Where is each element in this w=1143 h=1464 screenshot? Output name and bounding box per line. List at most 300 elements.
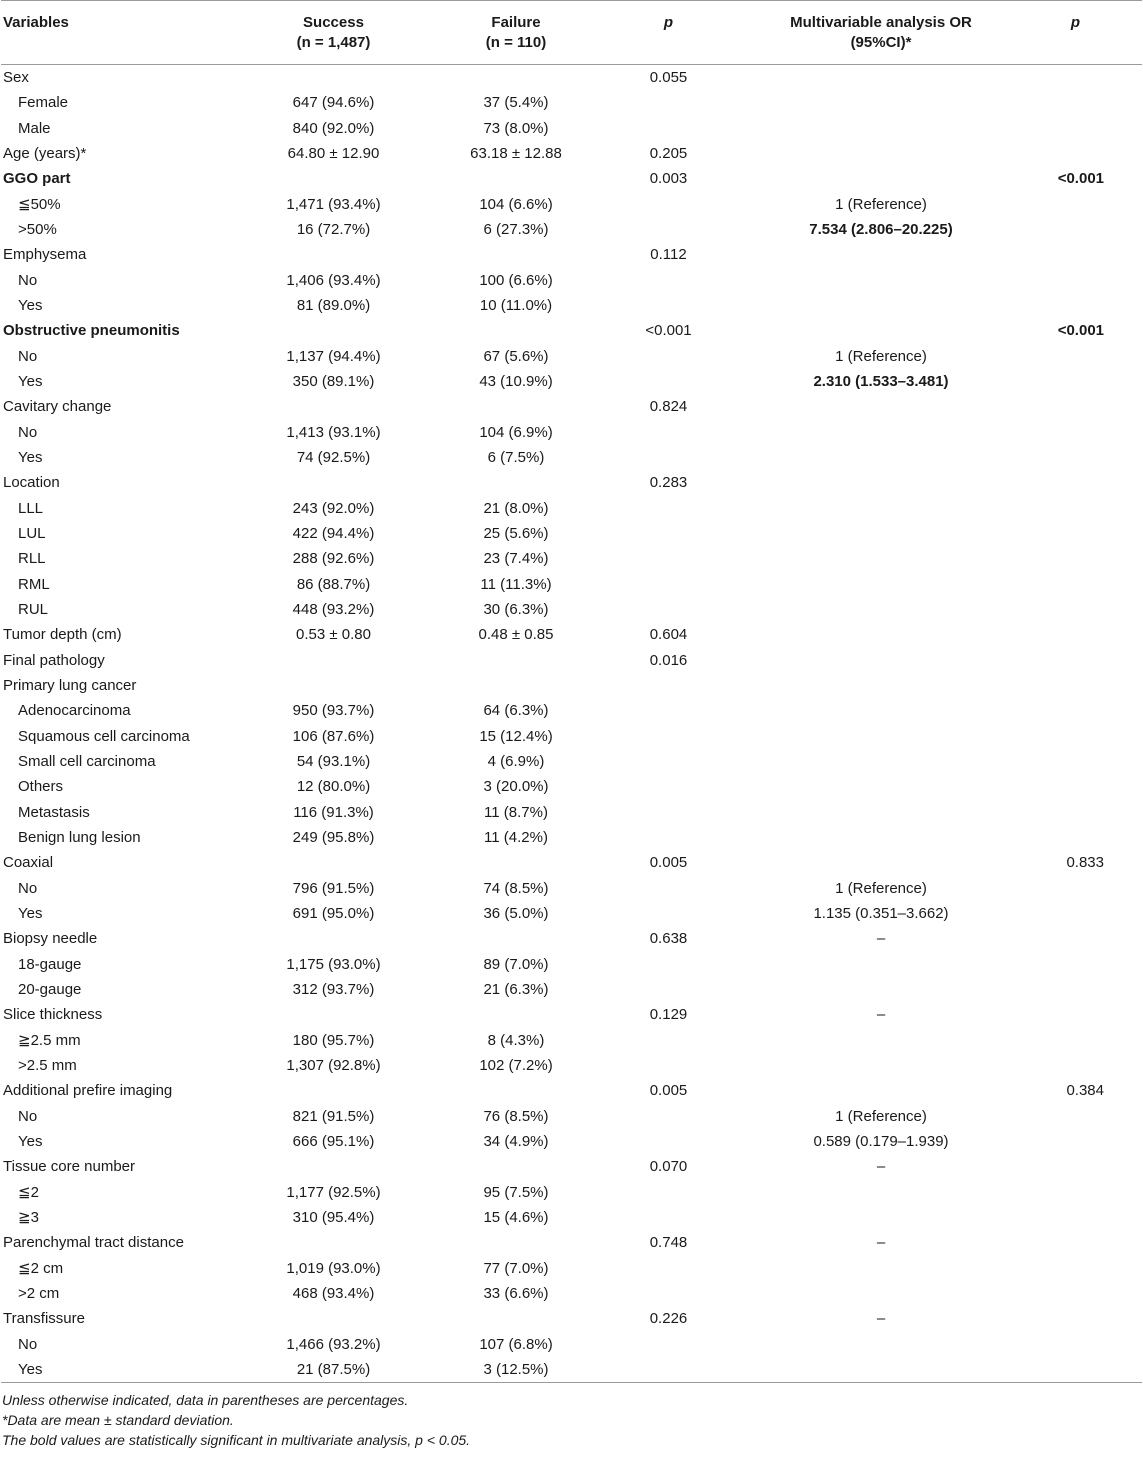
cell-p-multivariable xyxy=(1006,648,1142,673)
footnote: *Data are mean ± standard deviation. xyxy=(2,1412,234,1429)
cell-success xyxy=(236,318,431,343)
table-row xyxy=(1,470,1142,495)
cell-p-multivariable xyxy=(1006,192,1142,217)
cell-success: 840 (92.0%) xyxy=(292,119,375,137)
table-row xyxy=(1,1306,1142,1331)
cell-failure xyxy=(431,318,601,343)
cell-or: 0.589 (0.179–1.939) xyxy=(813,1132,949,1150)
cell-p xyxy=(601,749,756,774)
table-row xyxy=(1,521,1142,546)
cell-failure xyxy=(431,673,601,698)
cell-failure: 23 (7.4%) xyxy=(483,550,549,568)
table-row xyxy=(1,1078,1142,1103)
table-row xyxy=(1,116,1142,141)
cell-success: 249 (95.8%) xyxy=(292,829,375,846)
cell-failure: 3 (12.5%) xyxy=(483,1360,549,1378)
cell-or xyxy=(756,1078,1006,1103)
cell-failure: 64 (6.3%) xyxy=(483,702,549,720)
table-row xyxy=(1,698,1142,723)
cell-success xyxy=(236,648,431,673)
cell-success: 691 (95.0%) xyxy=(292,904,375,922)
cell-variable: Yes xyxy=(18,1132,43,1150)
cell-variable: 18-gauge xyxy=(18,955,82,973)
cell-failure: 77 (7.0%) xyxy=(483,1259,549,1277)
cell-failure: 10 (11.0%) xyxy=(479,297,553,315)
table-row xyxy=(1,445,1142,470)
cell-variable: Squamous cell carcinoma xyxy=(18,727,190,745)
cell-or: 1 (Reference) xyxy=(835,1107,927,1125)
cell-variable: Metastasis xyxy=(18,803,90,821)
cell-p-multivariable xyxy=(1006,1357,1142,1383)
cell-success xyxy=(236,166,431,191)
cell-p: 0.824 xyxy=(649,398,688,416)
cell-p-multivariable xyxy=(1006,141,1142,166)
table-row xyxy=(1,1357,1142,1383)
cell-p-multivariable xyxy=(1006,546,1142,571)
cell-success xyxy=(236,1154,431,1179)
cell-variable: Primary lung cancer xyxy=(3,677,137,695)
cell-failure: 6 (27.3%) xyxy=(483,221,549,239)
table-row xyxy=(1,141,1142,166)
cell-success xyxy=(236,850,431,875)
table-row xyxy=(1,65,1142,91)
cell-variable: RLL xyxy=(18,550,46,568)
cell-success xyxy=(236,65,431,91)
cell-p: 0.005 xyxy=(649,854,688,872)
cell-variable: ≦2 cm xyxy=(18,1260,64,1278)
cell-success: 1,471 (93.4%) xyxy=(286,195,381,213)
cell-p xyxy=(601,698,756,723)
table-row xyxy=(1,242,1142,267)
table-row xyxy=(1,166,1142,191)
table-row xyxy=(1,293,1142,318)
table-row xyxy=(1,1154,1142,1179)
cell-variable: Parenchymal tract distance xyxy=(3,1234,184,1252)
cell-variable: Cavitary change xyxy=(3,398,112,416)
cell-failure xyxy=(431,1078,601,1103)
cell-or xyxy=(756,242,1006,267)
cell-p-multivariable xyxy=(1006,572,1142,597)
cell-p-multivariable xyxy=(1006,1205,1142,1230)
cell-success xyxy=(236,1002,431,1027)
cell-failure: 76 (8.5%) xyxy=(483,1107,549,1125)
cell-or: – xyxy=(876,1234,886,1252)
cell-or xyxy=(756,850,1006,875)
cell-success: 950 (93.7%) xyxy=(292,702,375,720)
cell-success: 1,307 (92.8%) xyxy=(286,1056,381,1074)
cell-p-multivariable xyxy=(1006,90,1142,115)
cell-failure: 30 (6.3%) xyxy=(483,601,549,619)
cell-variable: GGO part xyxy=(3,170,71,188)
cell-success: 74 (92.5%) xyxy=(296,449,371,467)
cell-variable: Small cell carcinoma xyxy=(18,753,156,771)
cell-p-multivariable xyxy=(1006,1027,1142,1052)
cell-variable: Benign lung lesion xyxy=(18,829,141,846)
table-row xyxy=(1,951,1142,976)
cell-variable: Obstructive pneumonitis xyxy=(3,322,180,340)
cell-p-multivariable xyxy=(1006,1002,1142,1027)
table-row xyxy=(1,394,1142,419)
cell-variable: >2.5 mm xyxy=(18,1056,77,1074)
cell-or xyxy=(756,521,1006,546)
cell-failure xyxy=(431,394,601,419)
cell-p-multivariable xyxy=(1006,901,1142,926)
cell-or xyxy=(756,293,1006,318)
cell-or xyxy=(756,572,1006,597)
cell-variable: Final pathology xyxy=(3,651,105,669)
cell-p: 0.748 xyxy=(649,1234,688,1252)
cell-failure: 15 (4.6%) xyxy=(483,1208,549,1226)
cell-p-multivariable xyxy=(1006,1154,1142,1179)
table-row xyxy=(1,648,1142,673)
cell-success: 288 (92.6%) xyxy=(292,550,375,568)
cell-success: 243 (92.0%) xyxy=(292,499,375,517)
header-success-title: Success xyxy=(303,14,364,31)
cell-success: 468 (93.4%) xyxy=(292,1284,375,1302)
cell-success: 350 (89.1%) xyxy=(292,373,375,391)
cell-p xyxy=(601,1357,756,1383)
cell-failure: 11 (8.7%) xyxy=(484,803,548,821)
table-row xyxy=(1,850,1142,875)
cell-or xyxy=(756,622,1006,647)
cell-p xyxy=(601,977,756,1002)
cell-or: – xyxy=(876,1158,886,1176)
table-row xyxy=(1,749,1142,774)
cell-p-multivariable xyxy=(1006,242,1142,267)
cell-success xyxy=(236,1230,431,1255)
cell-p-multivariable xyxy=(1006,774,1142,799)
cell-p-multivariable xyxy=(1006,1179,1142,1204)
cell-p-multivariable xyxy=(1006,698,1142,723)
footnote: Unless otherwise indicated, data in parentheses are percentages. xyxy=(2,1392,409,1409)
cell-p-multivariable xyxy=(1006,1103,1142,1128)
cell-p-multivariable xyxy=(1006,1255,1142,1280)
cell-failure xyxy=(431,166,601,191)
header-failure xyxy=(431,1,601,65)
cell-variable: Age (years)* xyxy=(3,145,87,163)
table-row xyxy=(1,1027,1142,1052)
cell-or xyxy=(756,673,1006,698)
cell-variable: No xyxy=(18,271,38,289)
cell-p xyxy=(601,217,756,242)
cell-p-multivariable xyxy=(1006,1331,1142,1356)
cell-or xyxy=(756,268,1006,293)
cell-success: 448 (93.2%) xyxy=(292,601,375,619)
cell-or xyxy=(756,825,1006,850)
cell-variable: Yes xyxy=(18,904,43,922)
cell-success: 310 (95.4%) xyxy=(292,1208,375,1226)
table-row xyxy=(1,268,1142,293)
cell-p-multivariable xyxy=(1006,217,1142,242)
cell-success: 422 (94.4%) xyxy=(292,525,375,543)
table-body xyxy=(1,65,1142,1383)
cell-p xyxy=(601,1103,756,1128)
footnote: The bold values are statistically significant in multivariate analysis, p < 0.05. xyxy=(2,1432,471,1449)
cell-p-multivariable xyxy=(1006,1230,1142,1255)
cell-failure xyxy=(431,850,601,875)
cell-variable: Yes xyxy=(18,1360,43,1378)
cell-p-multivariable xyxy=(1006,394,1142,419)
cell-p xyxy=(601,1129,756,1154)
cell-failure xyxy=(431,1230,601,1255)
cell-p-multivariable xyxy=(1006,116,1142,141)
cell-p-multivariable xyxy=(1006,876,1142,901)
cell-p: 0.205 xyxy=(649,145,688,163)
cell-failure: 89 (7.0%) xyxy=(483,955,549,973)
cell-failure: 37 (5.4%) xyxy=(483,94,549,112)
cell-variable: Location xyxy=(3,474,60,492)
table-row xyxy=(1,1255,1142,1280)
cell-variable: >50% xyxy=(18,221,57,239)
cell-success: 64.80 ± 12.90 xyxy=(287,145,380,163)
cell-p xyxy=(601,496,756,521)
cell-or xyxy=(756,749,1006,774)
table-row xyxy=(1,572,1142,597)
cell-p-multivariable xyxy=(1006,268,1142,293)
cell-variable: Sex xyxy=(3,69,29,87)
cell-variable: Yes xyxy=(18,449,43,467)
cell-variable: Additional prefire imaging xyxy=(3,1082,173,1100)
cell-or xyxy=(756,166,1006,191)
cell-or xyxy=(756,1357,1006,1383)
cell-p xyxy=(601,825,756,850)
table-row xyxy=(1,926,1142,951)
cell-variable: Emphysema xyxy=(3,246,87,264)
cell-failure: 33 (6.6%) xyxy=(483,1284,549,1302)
cell-or xyxy=(756,774,1006,799)
cell-p xyxy=(601,724,756,749)
cell-variable: Coaxial xyxy=(3,854,54,872)
cell-variable: Tissue core number xyxy=(3,1158,135,1176)
cell-p-multivariable xyxy=(1006,800,1142,825)
cell-failure: 11 (4.2%) xyxy=(484,829,548,846)
cell-or xyxy=(756,90,1006,115)
table-row xyxy=(1,901,1142,926)
cell-p xyxy=(601,1053,756,1078)
cell-or xyxy=(756,1053,1006,1078)
cell-p: 0.283 xyxy=(649,474,688,492)
table-row xyxy=(1,546,1142,571)
table-row xyxy=(1,825,1142,850)
cell-or xyxy=(756,394,1006,419)
cell-success xyxy=(236,470,431,495)
cell-p-multivariable xyxy=(1006,1129,1142,1154)
header-p xyxy=(601,1,756,65)
cell-p xyxy=(601,597,756,622)
cell-p: 0.016 xyxy=(649,651,688,669)
cell-variable: No xyxy=(18,347,38,365)
cell-p-multivariable xyxy=(1006,1053,1142,1078)
cell-failure: 102 (7.2%) xyxy=(479,1056,553,1074)
cell-p xyxy=(601,420,756,445)
cell-p-multivariable xyxy=(1006,293,1142,318)
table-row xyxy=(1,876,1142,901)
cell-success xyxy=(236,926,431,951)
header-or-title: Multivariable analysis OR xyxy=(790,14,972,31)
cell-p-multivariable xyxy=(1006,521,1142,546)
cell-p: 0.638 xyxy=(649,930,688,948)
table-row xyxy=(1,673,1142,698)
cell-success: 666 (95.1%) xyxy=(292,1132,375,1150)
table-row xyxy=(1,1103,1142,1128)
cell-variable: RML xyxy=(18,575,50,593)
cell-success xyxy=(236,1078,431,1103)
cell-variable: Tumor depth (cm) xyxy=(3,626,122,644)
cell-variable: Yes xyxy=(18,373,43,391)
cell-p xyxy=(601,1179,756,1204)
cell-failure: 67 (5.6%) xyxy=(483,347,549,365)
cell-success: 0.53 ± 0.80 xyxy=(296,626,371,644)
table-row xyxy=(1,1002,1142,1027)
table-row xyxy=(1,774,1142,799)
cell-variable: No xyxy=(18,1335,38,1353)
cell-success: 16 (72.7%) xyxy=(296,221,371,239)
cell-p-multivariable xyxy=(1006,65,1142,91)
header-p-multivariable xyxy=(1006,1,1142,65)
cell-p xyxy=(601,901,756,926)
cell-success: 647 (94.6%) xyxy=(292,94,375,112)
cell-success xyxy=(236,242,431,267)
cell-variable: RUL xyxy=(18,601,49,619)
table-row xyxy=(1,318,1142,343)
cell-variable: ≧3 xyxy=(18,1209,39,1227)
cell-p: 0.005 xyxy=(649,1082,688,1100)
cell-success: 1,413 (93.1%) xyxy=(286,423,381,441)
cell-p-multivariable xyxy=(1006,926,1142,951)
table-row xyxy=(1,217,1142,242)
cell-p-multivariable: <0.001 xyxy=(1057,322,1104,340)
cell-p: 0.129 xyxy=(649,1006,688,1024)
cell-success: 12 (80.0%) xyxy=(296,778,371,796)
table-row xyxy=(1,1205,1142,1230)
cell-variable: LUL xyxy=(18,525,46,543)
cell-or xyxy=(756,1027,1006,1052)
cell-failure: 43 (10.9%) xyxy=(479,373,553,391)
header-failure-title: Failure xyxy=(491,14,541,31)
cell-failure: 100 (6.6%) xyxy=(479,271,553,289)
cell-failure: 4 (6.9%) xyxy=(487,753,545,771)
table-row xyxy=(1,800,1142,825)
table-header xyxy=(1,1,1142,65)
cell-or: 1 (Reference) xyxy=(835,195,927,213)
table-row xyxy=(1,1179,1142,1204)
cell-p xyxy=(601,572,756,597)
cell-p xyxy=(601,293,756,318)
cell-or xyxy=(756,318,1006,343)
cell-p-multivariable xyxy=(1006,445,1142,470)
cell-p-multivariable xyxy=(1006,597,1142,622)
cell-variable: Transfissure xyxy=(3,1310,85,1328)
cell-or xyxy=(756,496,1006,521)
cell-p xyxy=(601,546,756,571)
cell-success: 21 (87.5%) xyxy=(296,1360,371,1378)
cell-failure: 95 (7.5%) xyxy=(483,1183,549,1201)
cell-p-multivariable xyxy=(1006,825,1142,850)
cell-success: 796 (91.5%) xyxy=(292,879,375,897)
cell-or xyxy=(756,648,1006,673)
cell-variable: ≧2.5 mm xyxy=(18,1032,81,1050)
footnotes xyxy=(0,1390,1143,1450)
cell-variable: Adenocarcinoma xyxy=(18,702,131,720)
cell-success xyxy=(236,1306,431,1331)
cell-success xyxy=(236,673,431,698)
cell-failure xyxy=(431,1154,601,1179)
cell-p xyxy=(601,192,756,217)
cell-success xyxy=(236,394,431,419)
cell-p-multivariable: 0.384 xyxy=(1066,1082,1104,1100)
cell-p xyxy=(601,445,756,470)
cell-or xyxy=(756,1331,1006,1356)
cell-p xyxy=(601,1205,756,1230)
cell-or xyxy=(756,1281,1006,1306)
cell-failure xyxy=(431,65,601,91)
cell-p xyxy=(601,521,756,546)
table-row xyxy=(1,1053,1142,1078)
cell-or xyxy=(756,116,1006,141)
cell-success: 1,406 (93.4%) xyxy=(286,271,381,289)
cell-failure: 63.18 ± 12.88 xyxy=(470,145,562,163)
cell-p: 0.226 xyxy=(649,1310,688,1328)
cell-variable: Slice thickness xyxy=(3,1006,103,1024)
cell-p xyxy=(601,951,756,976)
cell-variable: Male xyxy=(18,119,51,137)
cell-or xyxy=(756,977,1006,1002)
header-or xyxy=(756,1,1006,65)
cell-failure: 21 (6.3%) xyxy=(483,980,549,998)
cell-or xyxy=(756,800,1006,825)
cell-variable: >2 cm xyxy=(18,1284,60,1302)
cell-failure: 25 (5.6%) xyxy=(483,525,549,543)
cell-p-multivariable: <0.001 xyxy=(1057,170,1104,188)
cell-failure: 15 (12.4%) xyxy=(479,727,553,745)
cell-failure xyxy=(431,648,601,673)
cell-p-multivariable xyxy=(1006,420,1142,445)
cell-p xyxy=(601,800,756,825)
cell-failure: 104 (6.6%) xyxy=(479,195,553,213)
cell-p xyxy=(601,90,756,115)
cell-p xyxy=(601,1331,756,1356)
cell-success: 1,466 (93.2%) xyxy=(286,1335,381,1353)
results-table xyxy=(1,0,1142,1383)
cell-p xyxy=(601,673,756,698)
cell-variable: No xyxy=(18,879,38,897)
cell-success: 86 (88.7%) xyxy=(296,575,371,593)
cell-failure: 21 (8.0%) xyxy=(483,499,549,517)
table-row xyxy=(1,1230,1142,1255)
cell-failure xyxy=(431,1306,601,1331)
cell-variable: No xyxy=(18,1107,38,1125)
cell-or: – xyxy=(876,930,886,948)
table-row xyxy=(1,1331,1142,1356)
cell-failure: 36 (5.0%) xyxy=(483,904,549,922)
cell-or xyxy=(756,951,1006,976)
cell-failure: 34 (4.9%) xyxy=(483,1132,549,1150)
cell-variable: No xyxy=(18,423,38,441)
cell-success: 1,177 (92.5%) xyxy=(286,1183,381,1201)
cell-or: 1 (Reference) xyxy=(835,347,927,365)
header-p2-label: p xyxy=(1070,14,1080,31)
table-row xyxy=(1,977,1142,1002)
cell-or: 1.135 (0.351–3.662) xyxy=(813,904,949,922)
cell-failure: 104 (6.9%) xyxy=(479,423,553,441)
header-success-n: (n = 1,487) xyxy=(296,34,371,51)
header-or-ci: (95%CI)* xyxy=(850,34,912,51)
cell-or: – xyxy=(876,1006,886,1024)
cell-variable: Yes xyxy=(18,297,43,315)
cell-failure xyxy=(431,470,601,495)
cell-variable: ≦50% xyxy=(18,196,61,214)
cell-failure: 73 (8.0%) xyxy=(483,119,549,137)
